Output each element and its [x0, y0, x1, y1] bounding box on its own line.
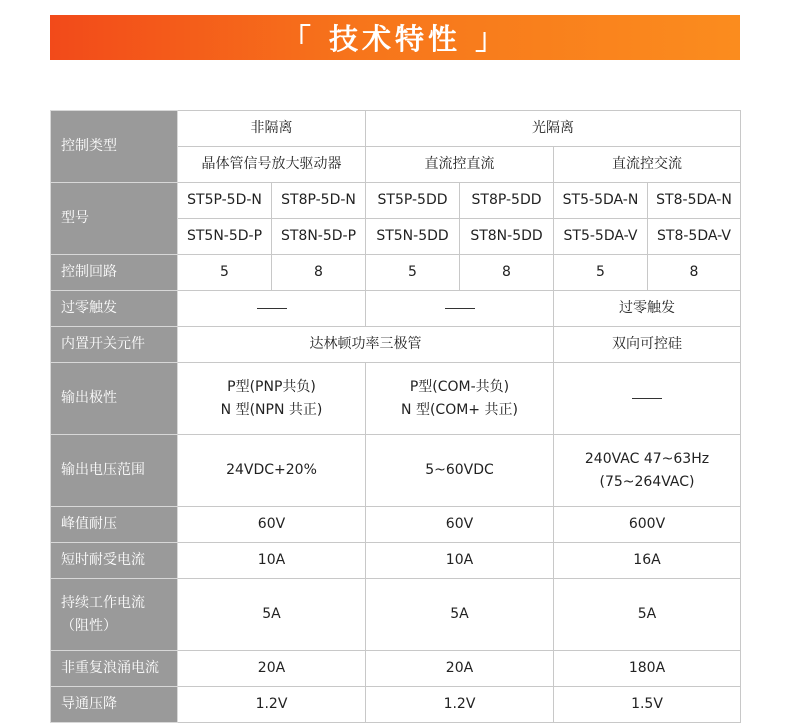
table-row — [51, 111, 741, 147]
table-row — [51, 579, 741, 651]
cell-value: 5A — [178, 579, 366, 651]
table-row — [51, 507, 741, 543]
cell-model: ST8P-5D-N — [272, 183, 366, 219]
table-row — [51, 327, 741, 363]
cell-zero-cross: 过零触发 — [554, 291, 741, 327]
cell-empty — [554, 363, 741, 435]
row-label-short-current: 短时耐受电流 — [51, 543, 178, 579]
dash-mark — [445, 308, 475, 309]
section-title: 「 技术特性 」 — [281, 22, 509, 56]
label-line: 持续工作电流 — [61, 594, 145, 611]
cell-transistor-amp: 晶体管信号放大驱动器 — [178, 147, 366, 183]
row-label-peak-voltage: 峰值耐压 — [51, 507, 178, 543]
cell-voltage-range: 5~60VDC — [366, 435, 554, 507]
cell-value: 5A — [554, 579, 741, 651]
cell-polarity — [366, 363, 554, 435]
table-row — [51, 255, 741, 291]
row-label-control-type: 控制类型 — [51, 111, 178, 183]
cell-loops: 5 — [366, 255, 460, 291]
cell-value: 20A — [178, 651, 366, 687]
cell-loops: 5 — [178, 255, 272, 291]
cell-voltage-range — [554, 435, 741, 507]
polarity-line: P型(PNP共负) — [227, 378, 316, 395]
cell-value: 20A — [366, 651, 554, 687]
table-row — [51, 183, 741, 219]
cell-loops: 8 — [648, 255, 741, 291]
cell-value: 1.2V — [366, 687, 554, 723]
table-row — [51, 435, 741, 507]
cell-voltage-range: 24VDC+20% — [178, 435, 366, 507]
row-label-voltage-range: 输出电压范围 — [51, 435, 178, 507]
cell-model: ST8P-5DD — [460, 183, 554, 219]
cell-value: 10A — [178, 543, 366, 579]
cell-empty — [366, 291, 554, 327]
cell-value: 16A — [554, 543, 741, 579]
polarity-line: P型(COM-共负) — [409, 378, 510, 395]
label-line: （阻性） — [61, 617, 117, 634]
cell-model: ST5N-5DD — [366, 219, 460, 255]
cell-polarity — [178, 363, 366, 435]
cell-model: ST8-5DA-N — [648, 183, 741, 219]
table-row — [51, 651, 741, 687]
voltage-line: 240VAC 47~63Hz — [584, 450, 710, 467]
cell-value: 1.2V — [178, 687, 366, 723]
cell-loops: 8 — [272, 255, 366, 291]
dash-mark — [257, 308, 287, 309]
cell-model: ST8-5DA-V — [648, 219, 741, 255]
polarity-line: N 型(NPN 共正) — [220, 401, 323, 418]
cell-model: ST8N-5D-P — [272, 219, 366, 255]
cell-value: 180A — [554, 651, 741, 687]
table-row — [51, 363, 741, 435]
dash-mark — [632, 398, 662, 399]
row-label-model: 型号 — [51, 183, 178, 255]
cell-dc-dc: 直流控直流 — [366, 147, 554, 183]
spec-table — [50, 110, 741, 723]
cell-dc-ac: 直流控交流 — [554, 147, 741, 183]
cell-loops: 8 — [460, 255, 554, 291]
row-label-surge-current: 非重复浪涌电流 — [51, 651, 178, 687]
cell-darlington: 达林顿功率三极管 — [178, 327, 554, 363]
section-banner — [50, 15, 740, 60]
cell-value: 1.5V — [554, 687, 741, 723]
cell-loops: 5 — [554, 255, 648, 291]
row-label-switch-component: 内置开关元件 — [51, 327, 178, 363]
row-label-voltage-drop: 导通压降 — [51, 687, 178, 723]
cell-empty — [178, 291, 366, 327]
row-label-continuous-current — [51, 579, 178, 651]
cell-model: ST8N-5DD — [460, 219, 554, 255]
row-label-zero-cross: 过零触发 — [51, 291, 178, 327]
cell-value: 5A — [366, 579, 554, 651]
polarity-line: N 型(COM+ 共正) — [401, 401, 518, 418]
cell-model: ST5-5DA-N — [554, 183, 648, 219]
cell-value: 600V — [554, 507, 741, 543]
cell-model: ST5P-5DD — [366, 183, 460, 219]
cell-non-isolated: 非隔离 — [178, 111, 366, 147]
cell-model: ST5P-5D-N — [178, 183, 272, 219]
voltage-line: (75~264VAC) — [599, 473, 695, 490]
cell-triac: 双向可控硅 — [554, 327, 741, 363]
table-row — [51, 543, 741, 579]
cell-value: 10A — [366, 543, 554, 579]
cell-value: 60V — [178, 507, 366, 543]
row-label-output-polarity: 输出极性 — [51, 363, 178, 435]
table-row — [51, 687, 741, 723]
cell-model: ST5-5DA-V — [554, 219, 648, 255]
cell-value: 60V — [366, 507, 554, 543]
table-row — [51, 291, 741, 327]
cell-opto-isolated: 光隔离 — [366, 111, 741, 147]
cell-model: ST5N-5D-P — [178, 219, 272, 255]
row-label-control-loops: 控制回路 — [51, 255, 178, 291]
